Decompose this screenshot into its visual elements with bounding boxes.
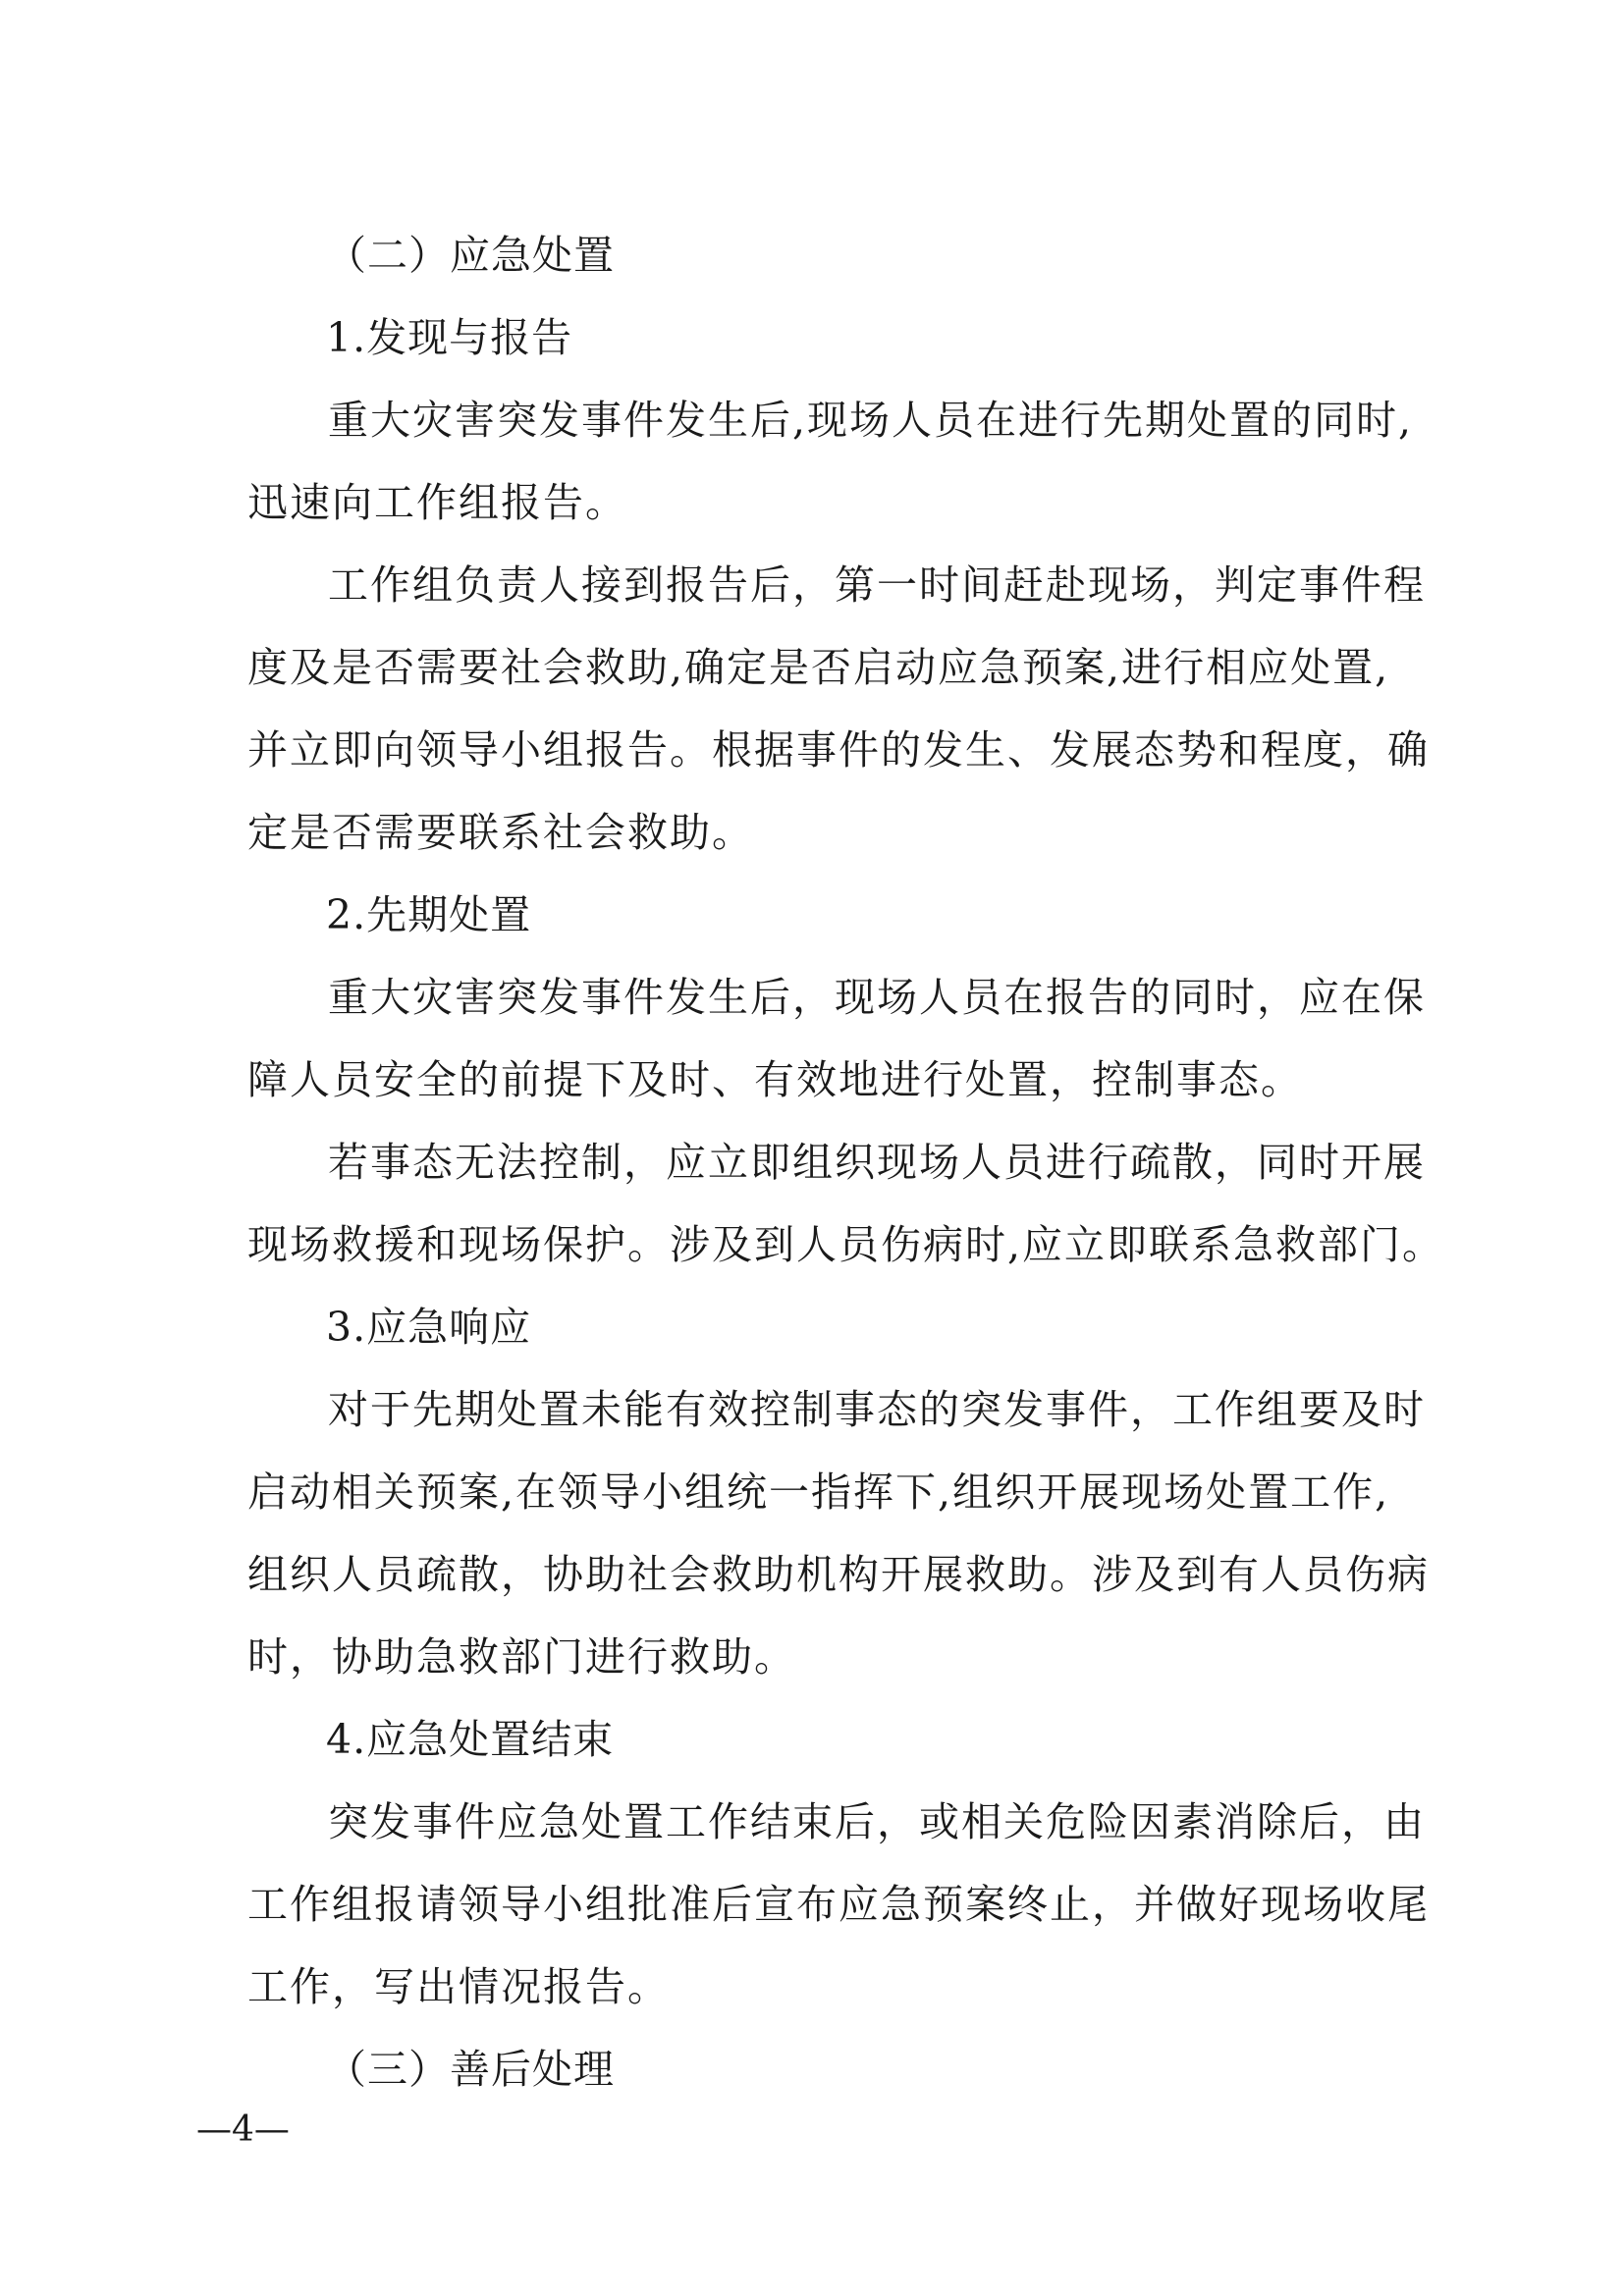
page-number: —4— — [196, 2109, 290, 2150]
subheading-emergency-response: 3.应急响应 — [326, 1304, 532, 1351]
paragraph-line: 迅速向工作组报告。 — [247, 479, 627, 526]
paragraph-line: 现场救援和现场保护。涉及到人员伤病时,应立即联系急救部门。 — [247, 1221, 1445, 1268]
paragraph-line: 工作组负责人接到报告后，第一时间赶赴现场，判定事件程 — [328, 561, 1426, 609]
document-body — [247, 214, 1445, 2110]
paragraph-line: 若事态无法控制，应立即组织现场人员进行疏散，同时开展 — [328, 1139, 1426, 1186]
section-heading-emergency-response: （二）应急处置 — [326, 232, 615, 279]
paragraph-line: 工作，写出情况报告。 — [247, 1963, 670, 2010]
paragraph-line: 时，协助急救部门进行救助。 — [247, 1633, 796, 1681]
paragraph-line: 障人员安全的前提下及时、有效地进行处置，控制事态。 — [247, 1056, 1303, 1103]
paragraph-line: 重大灾害突发事件发生后，现场人员在报告的同时，应在保 — [328, 974, 1426, 1021]
subheading-handling-end: 4.应急处置结束 — [326, 1716, 615, 1763]
paragraph-line: 突发事件应急处置工作结束后，或相关危险因素消除后，由 — [328, 1798, 1426, 1845]
subheading-discovery-report: 1.发现与报告 — [326, 314, 573, 361]
paragraph-line: 工作组报请领导小组批准后宣布应急预案终止，并做好现场收尾 — [247, 1881, 1430, 1928]
paragraph-line: 定是否需要联系社会救助。 — [247, 809, 754, 856]
section-heading-aftermath: （三）善后处理 — [326, 2046, 615, 2093]
paragraph-line: 启动相关预案,在领导小组统一指挥下,组织开展现场处置工作, — [247, 1468, 1390, 1516]
paragraph-line: 对于先期处置未能有效控制事态的突发事件，工作组要及时 — [328, 1386, 1426, 1433]
paragraph-line: 重大灾害突发事件发生后,现场人员在进行先期处置的同时, — [328, 397, 1414, 444]
paragraph-line: 组织人员疏散，协助社会救助机构开展救助。涉及到有人员伤病 — [247, 1551, 1430, 1598]
paragraph-line: 并立即向领导小组报告。根据事件的发生、发展态势和程度，确 — [247, 726, 1430, 774]
paragraph-line: 度及是否需要社会救助,确定是否启动应急预案,进行相应处置, — [247, 644, 1390, 691]
subheading-initial-handling: 2.先期处置 — [326, 891, 532, 938]
